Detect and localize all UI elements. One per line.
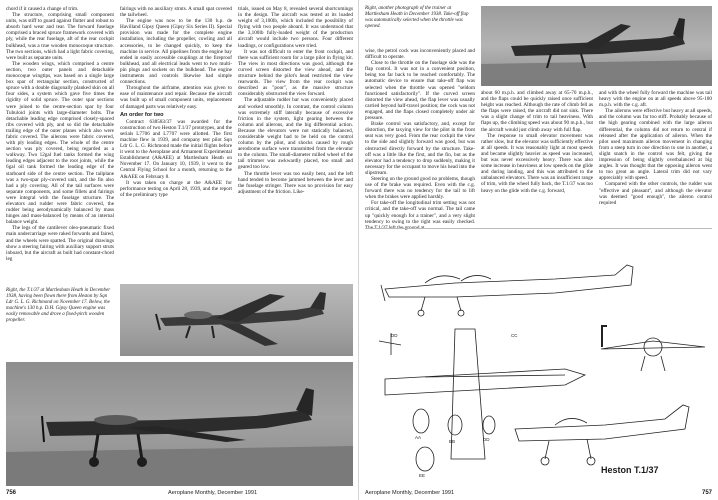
aircraft-silhouette [120, 284, 353, 356]
paragraph: fairings with no auxiliary struts. A small spat covered the tailwheel. [120, 6, 232, 19]
paragraph: It was taken on charge at the A&AEE for performance testing on April 28, 1939, and the report of the preliminary type [120, 179, 232, 198]
page-footer: Aeroplane Monthly, December 1991 [365, 490, 455, 496]
section-label: AA [415, 435, 422, 440]
section-heading: An order for two [120, 111, 164, 118]
paragraph: about 60 m.p.h. and climbed away at 65-70 m.p.h., and the flaps could be quickly raised once sufficient height was reached. Although the rate of climb fell as the flaps were raised, the aircraft did not sink. There was a slight change of trim to tail heaviness. With flaps up, the climbing speed was about 90 m.p.h., but the aircraft would just climb away with full flap. [481, 90, 593, 133]
right-column-1 [365, 48, 475, 231]
paragraph: Steering on the ground good no problems, though use of the brake was required. Even with the c.g. forward there was no tendency for the tail to lift when the brakes were applied harshly. [365, 175, 475, 201]
paragraph: Contract 638583/37 was awarded for the construction of two Heston T.1/37 prototypes, and the serials L7706 and L7707 were allotted. The first machine flew in 1939, and company test pilot Sqn Ldr G. L. G. Richmond made the initial flights before it went to the Aeroplane and Armament Experimental Establishment (A&AEE) at Martlesham Heath on November 17. On January 10, 1939, it went to the Central Flying School for a month, returning to the A&AEE on February 8. [120, 118, 232, 180]
paragraph: The adjustable rudder bar was conveniently placed and worked smoothly. In contrast, the control column was extremely stiff laterally because of excessive friction in the system, light gearing between the column and ailerons, and the big differential action. Because the elevators were not statically balanced, considerable weight had to be held on the control column by the pilot, and shocks caused by rough aerodrome surface were transmitted from the elevator to the column. The small-diameter milled wheel of the tail trimmer was awkwardly placed, too small and geared too low. [238, 97, 353, 171]
right-column-3 [599, 90, 712, 224]
paragraph: The legs of the cantilever oleo-pneumatic fixed main undercarriage were raked forwards and faired, and the wheels were spatted. The original drawings show a steering fairing with auxiliary support struts inboard, but the aircraft as built had constant-chord leg [6, 225, 114, 262]
paragraph: For take-off the longitudinal trim setting was not critical, and the take-off was normal. The tail came up "quickly enough for a trainer", and a very slight tendency to swing to the right was easily checked. The T.1/37 left the ground at [365, 200, 475, 231]
paragraph: Brake control was satisfactory, and, except for distortion, the taxying view for the pilot in the front seat was very good. From the rear cockpit the view to the side and slightly forward was good, but was obstructed directly forward by the structure. Take-off was a little like the first, and the fin, but as the elevator had a tendency to drop suddenly, making it necessary for the occupant to move his head into the slipstream. [365, 121, 475, 176]
caption-text: Right, another photograph of the trainer at Martlesham Heath in December 1938. Take-off flap was automatically selected when the throttle was opened. [365, 6, 469, 29]
paragraph: Throughout the airframe, attention was given to ease of maintenance and repair. Because the aircraft was built up of small component units, replacement of damaged parts was relatively easy. [120, 85, 232, 110]
caption-text: Right, the T.1/37 at Martlesham Heath in December 1938, having been flown there from Heston by Sqn Ldr G. L. G. Richmond on November 17. Below, the machine's 130 h.p. D.H. Gipsy Queen engine was easily removable and drove a fixed-pitch wooden propeller. [6, 288, 111, 323]
aircraft-photo-ground [6, 362, 353, 486]
paragraph: Close to the throttle on the fuselage side was the flap control. It was not in a convenient position, being too far back to be reached comfortably. The automatic device to ensure that take-off flap was selected when the throttle was opened "seldom functioned satisfactorily". If the curved screen distorted the view ahead, the flap lever was usually carried beyond half-travel position; the cock was not engaged, and the flaps closed completely under air pressure. [365, 60, 475, 122]
aircraft-photo-top [481, 6, 712, 86]
aircraft-line-drawing [365, 229, 712, 491]
section-label: DD [391, 333, 398, 338]
paragraph: Compared with the other controls, the rudder was "effective and pleasant", and although the elevator was deemed "good enough", the aileron control required [599, 181, 712, 206]
photo-caption [6, 288, 114, 358]
left-column-3 [238, 6, 353, 282]
left-column-1 [6, 6, 114, 286]
aircraft-photo-flight [120, 284, 353, 356]
page-footer: Aeroplane Monthly, December 1991 [168, 490, 258, 496]
right-column-2 [481, 90, 593, 224]
drawing-title: Heston T.1/37 [601, 465, 659, 475]
photo-caption [365, 6, 475, 46]
paragraph: wise, the petrol cock was inconveniently placed and difficult to operate. [365, 48, 475, 61]
page-number: 756 [6, 490, 17, 496]
section-label: EE [419, 473, 426, 478]
aircraft-ground-silhouette [6, 362, 353, 486]
section-label: CC [511, 333, 518, 338]
paragraph: The structure, comprising small component units, was stiff to guard against flutter and robust to absorb hard wear and tear. The forward fuselage comprised a braced spruce framework covered with ply, while the rear fuselage, aft of the rear cockpit bulkhead, was a true wooden monocoque structure. The two sections, which had a light fabric covering, were built as separate units. [6, 12, 114, 61]
paragraph: It was not difficult to enter the front cockpit, and there was sufficient room for a large pilot in flying kit. The view in most directions was good, although the curved screen distorted the view ahead, and the structure behind the pilot's head restricted the view rearwards. The view from the rear cockpit was described as "poor", as the massive structure considerably obstructed the view forward. [238, 48, 353, 98]
paragraph: chord if it caused a change of trim. [6, 6, 79, 12]
three-view-drawing [365, 228, 712, 490]
paragraph: The wooden wings, which comprised a centre section, two outer panels and detachable monocoque wingtips, was based on a single large box spar of rectangular section, constructed of spruce with a double diagonally planked skin on all four sides, a system which gave five times the rigidity of solid spruce. The outer spar sections were joined to the centre-section spar by four Tubuloid joints with large-diameter bolts. The detachable leading edge comprised closely-spaced ribs covered with ply, and so did the detachable trailing edge of the outer planes which also were fabric covered. The ailerons were fabric covered, with ply leading edges. The whole of the centre section was ply covered, being regarded as a walkway. Two 12gal fuel tanks formed the wing leading edges adjacent to the root joints, while the 6gal oil tank formed the leading edge of the starboard side of the centre section. The tailplane was a two-spar ply-covered unit, and the fin also had a ply covering. All of the tail surfaces were separate components, and some fillets and fairings were integral with the fuselage structure. The elevators and rudder were fabric covered, the rudder being aerodynamically balanced by mass hinges and mass-balanced by means of an internal balance weight. [6, 60, 114, 226]
aircraft-top-silhouette [481, 6, 712, 86]
paragraph: The engine was now to be the 130 h.p. de Havilland Gipsy Queen (Gipsy Six Series II). Special provision was made for the complete engine installation, including the propeller, cowling and all accessories, to be changed quickly, to keep the machine in service. All pipelines from the engine bay ended in easily accessible couplings at the fireproof bulkhead, and all electrical leads went to two multi-pin plugs and sockets on the bulkhead. The engine instruments and controls likewise had simple connections. [120, 18, 232, 86]
section-label: BB [449, 439, 456, 444]
page-number: 757 [701, 490, 712, 496]
section-label: DD [483, 437, 490, 442]
paragraph: trials, issued on May 8, revealed several shortcomings in the design. The aircraft was tested at its loaded weight of 3,100lb, which included the possibility of flying with two people aboard. It was understood that the 3,100lb fully-loaded weight of the production aircraft would include two persons. Four different loadings, or configurations were tried. [238, 6, 353, 49]
paragraph: The throttle lever was too easily bent, and the left hand tended to become jammed between the lever and the fuselage stringer. There was no provision for easy adjustment of the friction. Like- [238, 170, 353, 195]
paragraph: The response to small elevator movement was rather slow, but the elevator was sufficiently effective at all speeds. It was reasonably light at most speeds and became slightly heavier as speed was increased, but was never excessively heavy. There was also some increase in heaviness at low speeds on the glide and during landing, and this was attributed to the unbalanced elevators. There was an insufficient range of trim, with the wheel fully back, the T.1/37 was too heavy on the glide with the c.g. forward, [481, 132, 593, 194]
paragraph: The ailerons were effective but heavy at all speeds, and the column was far too stiff. Probably because of the high gearing combined with the large aileron differential, the column did not return to central if released after the application of aileron. When the pilot used maximum aileron movement in changing from a steep turn in one direction to one in another, a slight snatch in the control was felt, giving the impression of being slightly overbalanced at big angles. It was thought that the opposing aileron went to too great an angle. Lateral trim did not vary appreciably with speed. [599, 108, 712, 182]
right-page [359, 0, 718, 500]
left-column-2 [120, 6, 232, 282]
paragraph: and with the wheel fully forward the machine was tail heavy with the engine on at all speeds above 95-100 m.p.h. with the c.g. aft. [599, 90, 712, 109]
